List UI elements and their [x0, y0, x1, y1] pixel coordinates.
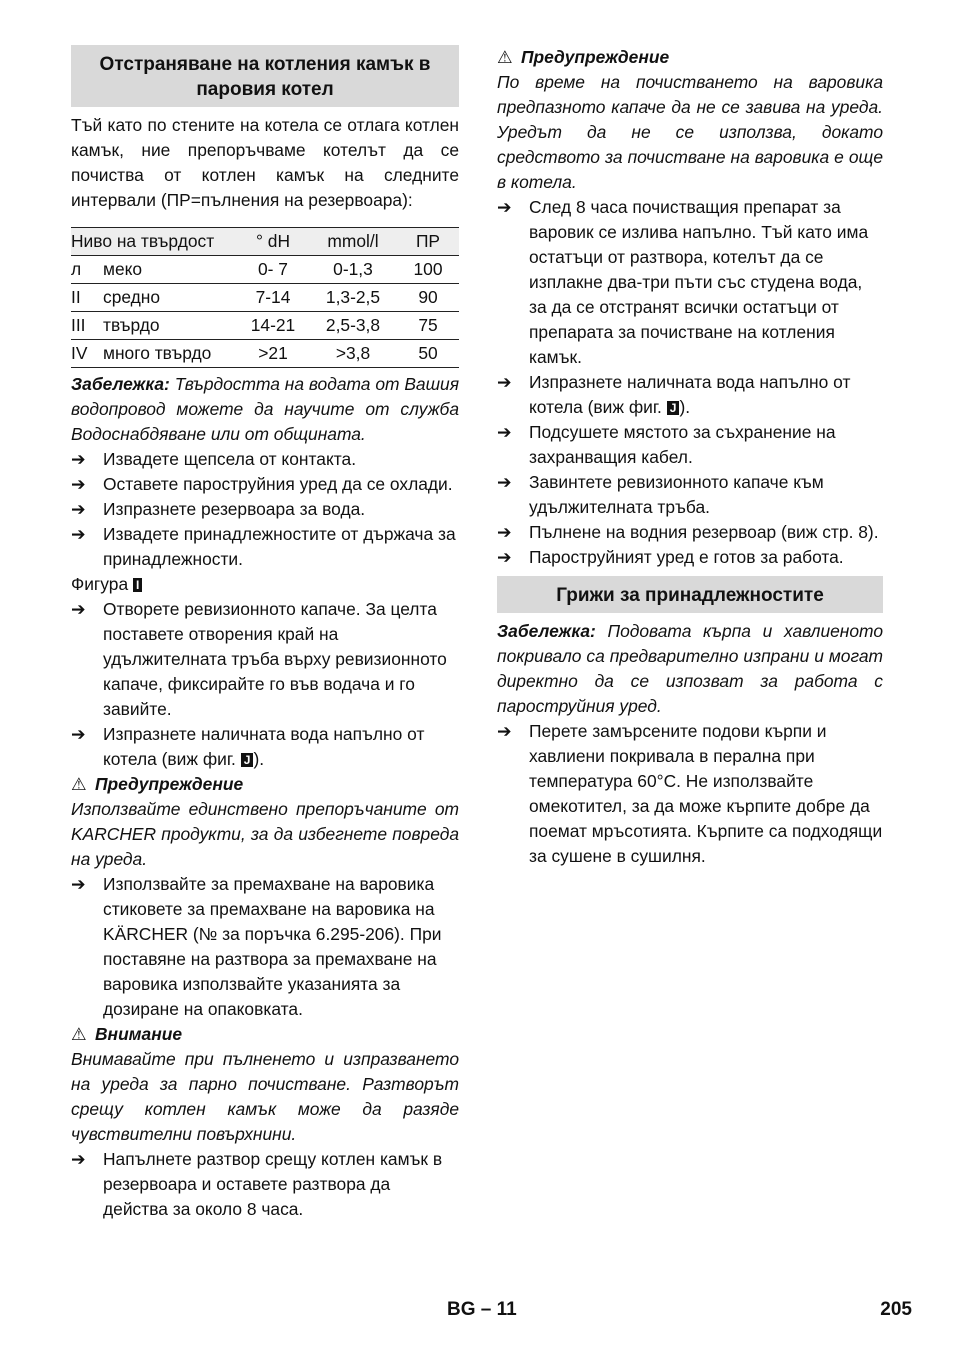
step-text: Перете замърсените подови кърпи и хавлиени покривала в перална при температура 60°C. Не използвайте омекотител, за да може кърпите добре да поемат мръсотията. Кърпите са подходящи за сушене в сушилня. — [529, 721, 883, 866]
step-text: Изпразнете наличната вода напълно от котела (виж фиг. — [529, 372, 851, 417]
cell-mmol: 2,5-3,8 — [325, 315, 381, 335]
right-column — [497, 45, 883, 869]
step-text: Използвайте за премахване на варовика стиковете за премахване на варовика на KÄRCHER (№ за поръчка 6.295-206). При поставяне на разтвора за премахване на варовика използвайте указанията за дозиране на опаковката. — [103, 874, 442, 1019]
list-item — [497, 545, 883, 570]
step-text: Пароструйният уред е готов за работа. — [529, 547, 844, 567]
section-heading-descaling: Отстраняване на котления камък в паровия котел — [71, 45, 459, 107]
cell-mmol: >3,8 — [335, 343, 371, 363]
step-text-suffix: ). — [253, 749, 265, 769]
warning-title — [497, 45, 883, 70]
step-text: Оставете пароструйния уред да се охлади. — [103, 474, 453, 494]
note-label: Забележка: — [71, 374, 170, 394]
list-item — [71, 522, 459, 572]
cell-name: много твърдо — [103, 343, 212, 363]
list-item — [71, 472, 459, 497]
arrow-right-icon: ➔ — [71, 1149, 86, 1169]
arrow-right-icon: ➔ — [71, 599, 86, 619]
note-water-hardness — [71, 372, 459, 447]
left-column — [71, 45, 459, 1222]
step-text: Напълнете разтвор срещу котлен камък в резервоара и оставете разтвора да действа за около 8 часа. — [103, 1149, 443, 1219]
step-text: Пълнене на водния резервоар (виж стр. 8). — [529, 522, 879, 542]
table-row — [71, 284, 459, 312]
table-row — [71, 312, 459, 340]
step-text: Отворете ревизионното капаче. За целта поставете отворения край на удължителната тръба върху ревизионното капаче, фиксирайте го във водача и го завийте. — [103, 599, 447, 719]
note-text: Твърдостта на водата от Вашия водопровод можете да научите от служба Водоснабдяване или от общината. — [71, 374, 459, 444]
cell-dh: 7-14 — [255, 287, 291, 307]
step-text: Изпразнете наличната вода напълно от котела (виж фиг. — [103, 724, 425, 769]
table-header-row — [71, 228, 459, 256]
arrow-right-icon: ➔ — [71, 499, 86, 519]
step-text-suffix: ). — [679, 397, 691, 417]
cell-pr: 75 — [418, 315, 438, 335]
warning-text: По време на почистването на варовика предпазното капаче да не се завива на уреда. Уредът да не се използва, докато средството за почистване на варовика е още в котела. — [497, 72, 883, 192]
cell-dh: 14-21 — [250, 315, 296, 335]
list-item — [497, 719, 883, 869]
arrow-right-icon: ➔ — [497, 721, 512, 741]
figure-ref-badge: J — [241, 753, 254, 767]
warning-triangle-icon: ⚠ — [71, 774, 87, 794]
list-item — [497, 470, 883, 520]
cell-mmol: 1,3-2,5 — [325, 287, 381, 307]
cell-dh: >21 — [258, 343, 288, 363]
arrow-right-icon: ➔ — [497, 197, 512, 217]
arrow-right-icon: ➔ — [497, 522, 512, 542]
step-text: След 8 часа почистващия препарат за варовик се излива напълно. Тъй като има остатъци от разтвора, котелът да се изплакне два-три пъти със студена вода, за да се отстранят всички остатъци от препарата за почистване на котления камък. — [529, 197, 869, 367]
warning-title — [71, 772, 459, 797]
warning-triangle-icon: ⚠ — [71, 1024, 87, 1044]
arrow-right-icon: ➔ — [71, 524, 86, 544]
list-item — [71, 722, 459, 772]
list-item — [497, 520, 883, 545]
step-text: Подсушете мястото за съхранение на захранващия кабел. — [529, 422, 836, 467]
header-level: Ниво на твърдост — [71, 231, 215, 251]
list-item — [71, 872, 459, 1022]
table-row — [71, 340, 459, 368]
list-item — [71, 447, 459, 472]
figure-reference — [71, 572, 459, 597]
cell-pr: 100 — [413, 259, 443, 279]
cell-level: IV — [71, 343, 88, 363]
step-text: Завинтете ревизионното капаче към удължителната тръба. — [529, 472, 824, 517]
step-text: Извадете щепсела от контакта. — [103, 449, 357, 469]
warning-triangle-icon: ⚠ — [497, 47, 513, 67]
caution-title-text: Внимание — [95, 1024, 183, 1044]
cell-pr: 90 — [418, 287, 438, 307]
cell-level: л — [71, 259, 82, 279]
arrow-right-icon: ➔ — [497, 422, 512, 442]
arrow-right-icon: ➔ — [71, 474, 86, 494]
page-number: 205 — [880, 1299, 912, 1320]
list-item — [71, 497, 459, 522]
warning-title-text: Предупреждение — [521, 47, 670, 67]
warning-title-text: Предупреждение — [95, 774, 244, 794]
arrow-right-icon: ➔ — [71, 724, 86, 744]
figure-ref-badge: I — [133, 578, 142, 592]
step-text: Изпразнете резервоара за вода. — [103, 499, 366, 519]
cell-pr: 50 — [418, 343, 438, 363]
cell-name: твърдо — [103, 315, 160, 335]
arrow-right-icon: ➔ — [497, 472, 512, 492]
hardness-table — [71, 227, 459, 368]
intro-paragraph: Тъй като по стените на котела се отлага котлен камък, ние препоръчваме котелът да се почиства от котлен камък на следните интервали (ПР=пълнения на резервоара): — [71, 115, 459, 210]
section-heading-accessories-care: Грижи за принадлежностите — [497, 576, 883, 613]
cell-name: меко — [103, 259, 143, 279]
list-item — [71, 597, 459, 722]
cell-level: III — [71, 315, 86, 335]
cell-name: средно — [103, 287, 161, 307]
note-label: Забележка: — [497, 621, 596, 641]
list-item — [497, 420, 883, 470]
arrow-right-icon: ➔ — [497, 372, 512, 392]
caution-text: Внимавайте при пълненето и изпразването на уреда за парно почистване. Разтворът срещу котлен камък може да разяде чувствителни повърхнини. — [71, 1049, 459, 1144]
arrow-right-icon: ➔ — [497, 547, 512, 567]
figure-ref-badge: J — [667, 401, 680, 415]
header-mmol: mmol/l — [327, 231, 379, 251]
list-item — [71, 1147, 459, 1222]
footer-section-label: BG – 11 — [447, 1299, 517, 1320]
header-pr: ПР — [415, 231, 441, 251]
figure-label: Фигура — [71, 574, 129, 594]
cell-mmol: 0-1,3 — [333, 259, 373, 279]
cell-dh: 0- 7 — [258, 259, 288, 279]
list-item — [497, 370, 883, 420]
header-dh: ° dH — [255, 231, 291, 251]
step-text: Извадете принадлежностите от държача за принадлежности. — [103, 524, 456, 569]
table-row — [71, 256, 459, 284]
warning-text: Използвайте единствено препоръчаните от KARCHER продукти, за да избегнете повреда на уреда. — [71, 799, 459, 869]
cell-level: II — [71, 287, 81, 307]
arrow-right-icon: ➔ — [71, 449, 86, 469]
note-accessories — [497, 619, 883, 719]
caution-title — [71, 1022, 459, 1047]
list-item — [497, 195, 883, 370]
arrow-right-icon: ➔ — [71, 874, 86, 894]
note-text: Подовата кърпа и хавлиеното покривало са предварително изпрани и могат директно да се изпозват за работа с пароструйния уред. — [497, 621, 883, 716]
